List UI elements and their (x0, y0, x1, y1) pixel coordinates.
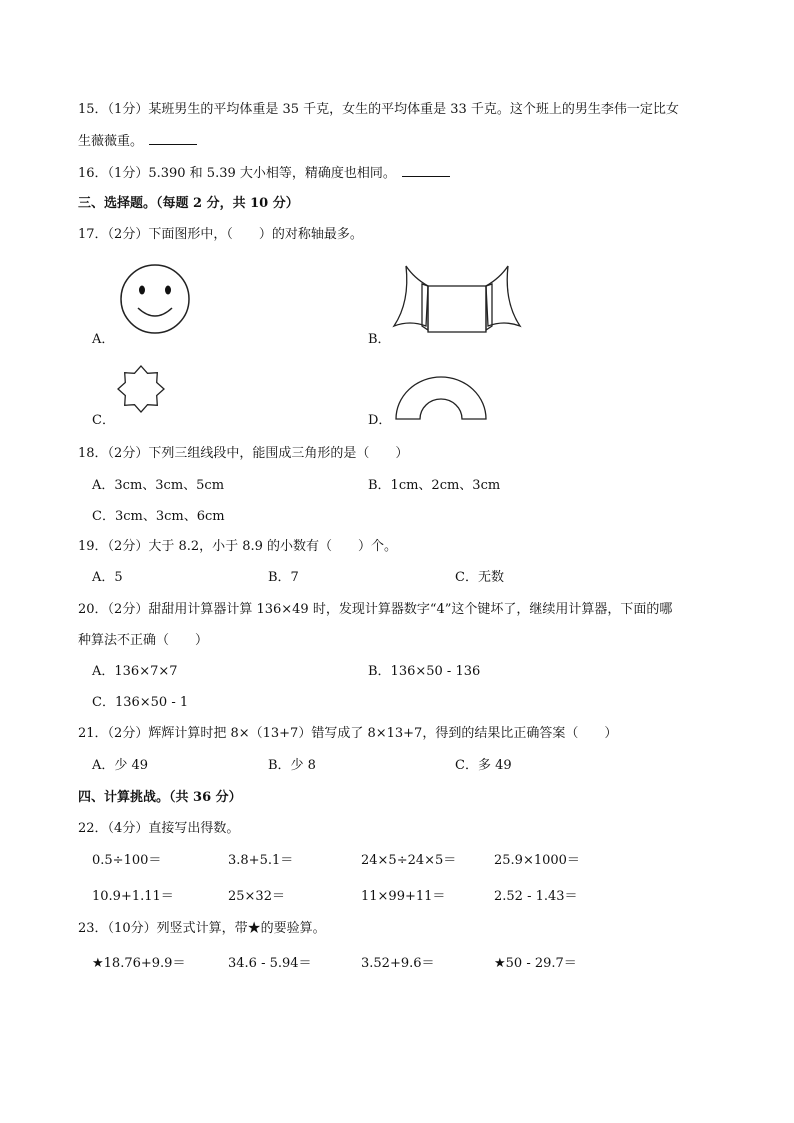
q20-line2: 种算法不正确（ ） (78, 633, 209, 648)
q20-option-a: A．136×7×7 (92, 664, 178, 679)
q19-stem: 19．（2分）大于 8.2，小于 8.9 的小数有（ ）个。 (78, 539, 398, 554)
q17-option-c: C． (92, 413, 115, 428)
section-4-heading: 四、计算挑战。（共 36 分） (78, 790, 242, 805)
q22-item: 11×99+11＝ (361, 889, 446, 904)
q15-line2 (78, 132, 197, 151)
q17-option-a: A． (92, 332, 115, 347)
answer-blank (149, 132, 197, 145)
ribbon-banner-figure (392, 264, 522, 338)
smiley-face-figure (118, 262, 192, 336)
q19-option-b: B．7 (268, 570, 299, 585)
q21-option-c: C．多 49 (455, 758, 512, 773)
q18-option-b: B．1cm、2cm、3cm (368, 478, 501, 493)
q21-option-a: A．少 49 (92, 758, 149, 773)
q23-item: 34.6 - 5.94＝ (228, 956, 312, 971)
q19-option-a: A．5 (92, 570, 123, 585)
q22-item: 25.9×1000＝ (494, 853, 580, 868)
star-figure (116, 364, 166, 414)
answer-blank (402, 164, 450, 177)
q21-stem: 21．（2分）辉辉计算时把 8×（13+7）错写成了 8×13+7，得到的结果比正确答案（ ） (78, 726, 618, 741)
q17-option-d: D． (368, 413, 392, 428)
q17-option-b: B． (368, 332, 391, 347)
q22-item: 25×32＝ (228, 889, 285, 904)
q19-option-c: C．无数 (455, 570, 504, 585)
q22-item: 3.8+5.1＝ (228, 853, 294, 868)
q21-option-b: B．少 8 (268, 758, 316, 773)
q18-option-a: A．3cm、3cm、5cm (92, 478, 225, 493)
q17-stem: 17．（2分）下面图形中，（ ）的对称轴最多。 (78, 227, 363, 242)
q22-item: 2.52 - 1.43＝ (494, 889, 578, 904)
q16-text: 16．（1分）5.390 和 5.39 大小相等，精确度也相同。 (78, 166, 396, 181)
q20-option-c: C．136×50 - 1 (92, 695, 189, 710)
q18-stem: 18．（2分）下列三组线段中，能围成三角形的是（ ） (78, 446, 409, 461)
semicircle-ring-figure (394, 375, 488, 421)
q23-stem: 23．（10分）列竖式计算，带★的要验算。 (78, 921, 326, 936)
q22-stem: 22．（4分）直接写出得数。 (78, 821, 240, 836)
q20-option-b: B．136×50 - 136 (368, 664, 481, 679)
q20-line1: 20．（2分）甜甜用计算器计算 136×49 时，发现计算器数字“4”这个键坏了，继续用计算器，下面的哪 (78, 602, 673, 617)
q22-item: 24×5÷24×5＝ (361, 853, 457, 868)
q15-line2-text: 生薇薇重。 (78, 134, 144, 149)
section-3-heading: 三、选择题。（每题 2 分，共 10 分） (78, 196, 299, 211)
q16-line (78, 164, 450, 183)
q22-item: 10.9+1.11＝ (92, 889, 174, 904)
q23-item: ★50 - 29.7＝ (494, 956, 577, 971)
q23-item: 3.52+9.6＝ (361, 956, 435, 971)
q15-line1: 15．（1分）某班男生的平均体重是 35 千克，女生的平均体重是 33 千克。这个班上的男生李伟一定比女 (78, 102, 679, 117)
q23-item: ★18.76+9.9＝ (92, 956, 186, 971)
q18-option-c: C．3cm、3cm、6cm (92, 509, 225, 524)
q22-item: 0.5÷100＝ (92, 853, 162, 868)
